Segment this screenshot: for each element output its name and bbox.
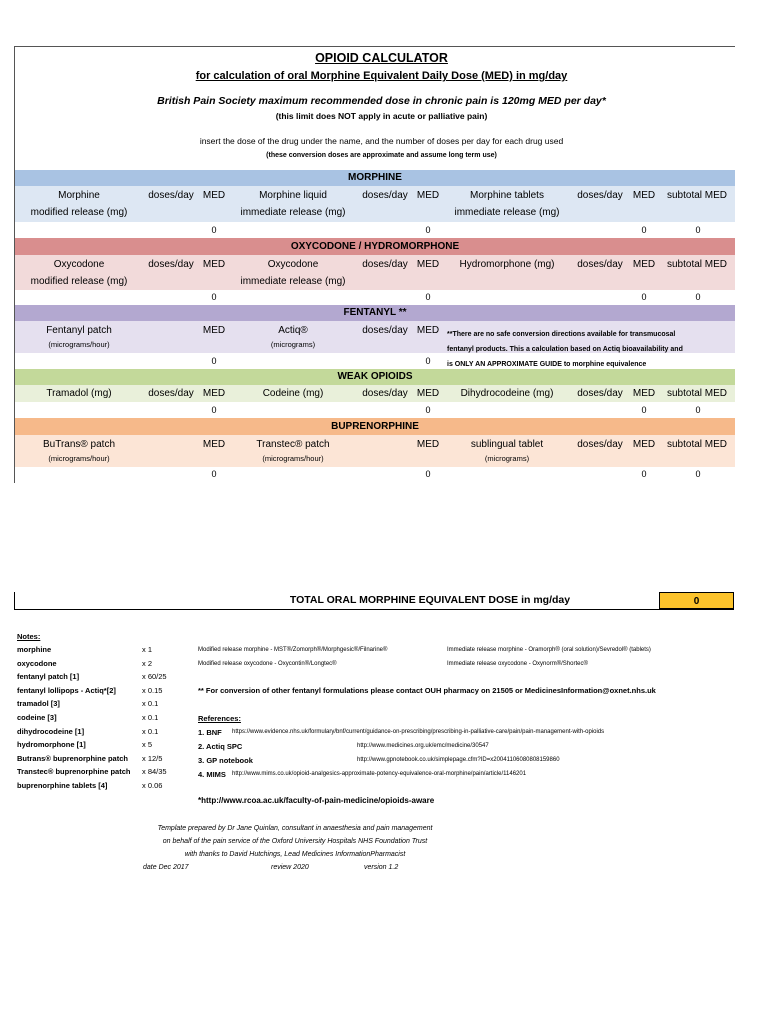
note-conversion-factor: x 5: [142, 740, 153, 750]
transtec-l1: Transtec® patch: [256, 439, 330, 450]
dihydrocodeine-label: Dihydrocodeine (mg): [460, 388, 554, 399]
col-subtotal: subtotal MED: [666, 388, 728, 399]
butrans-label: [15, 436, 143, 465]
total-left-border: [14, 592, 15, 610]
brand-morphine-ir: Immediate release morphine - Oramorph® (oral solution)/Sevredol® (tablets): [447, 647, 651, 653]
ref-gp-label: 3. GP notebook: [198, 756, 253, 765]
butrans-l2: (micrograms/hour): [48, 454, 110, 463]
col-doses: doses/day: [148, 259, 194, 270]
morphine-liquid-l1: Morphine liquid: [259, 190, 327, 201]
morphine-mr-label: [15, 187, 143, 221]
oxycodone-mr-med[interactable]: 0: [211, 292, 217, 302]
col-doses: doses/day: [148, 190, 194, 201]
col-med: MED: [416, 388, 440, 399]
ref-mims-url[interactable]: http://www.mims.co.uk/opioid-analgesics-approximate-potency-equivalence-oral-morphine/pain/article/1146201: [232, 771, 527, 777]
fentanyl-patch-med[interactable]: 0: [211, 356, 217, 366]
col-med: MED: [416, 259, 440, 270]
actiq-l2: (micrograms): [270, 340, 316, 349]
transtec-label: [229, 436, 357, 465]
fentanyl-warning: [447, 327, 683, 372]
col-subtotal: subtotal MED: [666, 259, 728, 270]
note-conversion-factor: x 0.1: [142, 713, 159, 722]
actiq-med[interactable]: 0: [425, 356, 431, 366]
col-med: MED: [202, 439, 226, 450]
fentanyl-warning-l2: fentanyl products. This a calculation based on Actiq bioavailability and: [447, 346, 683, 353]
oxycodone-ir-l1: Oxycodone: [267, 259, 319, 270]
codeine-med[interactable]: 0: [425, 405, 431, 415]
bps-recommendation: British Pain Society maximum recommended dose in chronic pain is 120mg MED per day*: [157, 95, 606, 107]
footer-review: review 2020: [271, 864, 309, 871]
total-label: TOTAL ORAL MORPHINE EQUIVALENT DOSE in mg/day: [289, 594, 571, 606]
morphine-mr-l2: modified release (mg): [30, 207, 128, 218]
fentanyl-patch-l1: Fentanyl patch: [46, 325, 112, 336]
limit-note: (this limit does NOT apply in acute or palliative pain): [275, 111, 488, 121]
fentanyl-patch-label: [15, 322, 143, 351]
transtec-l2: (micrograms/hour): [262, 454, 324, 463]
brand-morphine-mr: Modified release morphine - MST®/Zomorph®/Morphgesic®/Filnarine®: [198, 647, 388, 653]
note-conversion-factor: x 12/5: [142, 753, 163, 763]
sublingual-label: [443, 436, 571, 465]
note-conversion-factor: x 0.1: [142, 699, 159, 709]
tramadol-med[interactable]: 0: [211, 405, 217, 415]
footer-version: version 1.2: [364, 864, 399, 871]
col-med: MED: [416, 325, 440, 336]
ref-gp-url[interactable]: http://www.gpnotebook.co.uk/simplepage.cfm?ID=x20041106080808159860: [357, 757, 560, 763]
weak-subtotal: 0: [695, 405, 701, 415]
col-subtotal: subtotal MED: [666, 190, 728, 201]
ref-actiq-label: 2. Actiq SPC: [198, 742, 243, 751]
fentanyl-warning-l1: **There are no safe conversion directions available for transmucosal: [447, 331, 676, 338]
total-value: 0: [659, 592, 734, 609]
morphine-liquid-label: [229, 187, 357, 221]
note-conversion-factor: x 0.1: [142, 726, 159, 736]
col-doses: doses/day: [577, 439, 623, 450]
approximation-note: (these conversion doses are approximate and assume long term use): [266, 152, 497, 159]
morphine-tablets-l1: Morphine tablets: [470, 190, 544, 201]
col-med: MED: [632, 190, 656, 201]
fentanyl-patch-l2: (micrograms/hour): [48, 340, 110, 349]
brand-oxycodone-ir: Immediate release oxycodone - Oxynorm®/Shortec®: [447, 661, 588, 667]
col-med: MED: [632, 439, 656, 450]
hydromorphone-label: Hydromorphone (mg): [459, 259, 555, 270]
oxycodone-mr-label: [15, 256, 143, 290]
oxycodone-mr-l2: modified release (mg): [30, 276, 128, 287]
morphine-mr-med[interactable]: 0: [211, 225, 217, 235]
footer-line-3: with thanks to David Hutchings, Lead Medicines InformationPharmacist: [184, 851, 406, 858]
dihydrocodeine-med[interactable]: 0: [641, 405, 647, 415]
hydromorphone-med[interactable]: 0: [641, 292, 647, 302]
morphine-tablets-med[interactable]: 0: [641, 225, 647, 235]
note-drug-name: tramadol [3]: [17, 699, 60, 709]
ref-bnf-url[interactable]: https://www.evidence.nhs.uk/formulary/bnf/current/guidance-on-prescribing/prescribing-in-palliative-care/pain/pain-management-with-opioids: [232, 729, 605, 735]
col-med: MED: [202, 388, 226, 399]
col-med: MED: [632, 388, 656, 399]
col-doses: doses/day: [362, 325, 408, 336]
sublingual-l1: sublingual tablet: [470, 439, 544, 450]
note-conversion-factor: x 60/25: [142, 672, 167, 682]
references-heading: References:: [198, 714, 241, 723]
ref-mims-label: 4. MIMS: [198, 770, 226, 779]
rcoa-link[interactable]: *http://www.rcoa.ac.uk/faculty-of-pain-medicine/opioids-aware: [198, 796, 435, 805]
buprenorphine-band: BUPRENORPHINE: [15, 418, 735, 435]
codeine-label: Codeine (mg): [262, 388, 324, 399]
page-title: OPIOID CALCULATOR: [315, 51, 448, 65]
morphine-liquid-med[interactable]: 0: [425, 225, 431, 235]
butrans-l1: BuTrans® patch: [42, 439, 116, 450]
oxycodone-subtotal: 0: [695, 292, 701, 302]
sublingual-med[interactable]: 0: [641, 469, 647, 479]
note-drug-name: oxycodone: [17, 658, 57, 668]
col-med: MED: [632, 259, 656, 270]
col-doses: doses/day: [577, 388, 623, 399]
col-doses: doses/day: [362, 190, 408, 201]
fentanyl-contact-note: ** For conversion of other fentanyl formulations please contact OUH pharmacy on 21505 or MedicinesInformation@oxnet.nhs.uk: [198, 686, 656, 695]
oxycodone-ir-med[interactable]: 0: [425, 292, 431, 302]
sublingual-l2: (micrograms): [484, 454, 530, 463]
fentanyl-band: FENTANYL **: [15, 305, 735, 321]
col-med: MED: [202, 259, 226, 270]
total-underline: [14, 609, 734, 610]
actiq-label: [229, 322, 357, 351]
col-subtotal: subtotal MED: [666, 439, 728, 450]
col-doses: doses/day: [362, 259, 408, 270]
note-drug-name: fentanyl lollipops - Actiq*[2]: [17, 685, 116, 695]
transtec-med[interactable]: 0: [425, 469, 431, 479]
bup-subtotal: 0: [695, 469, 701, 479]
col-med: MED: [416, 439, 440, 450]
morphine-liquid-l2: immediate release (mg): [240, 207, 346, 218]
col-med: MED: [202, 325, 226, 336]
note-drug-name: morphine: [17, 645, 52, 654]
footer-date: date Dec 2017: [143, 864, 189, 871]
note-drug-name: dihydrocodeine [1]: [17, 726, 85, 736]
actiq-l1: Actiq®: [278, 325, 308, 336]
morphine-subtotal: 0: [695, 225, 701, 235]
morphine-mr-l1: Morphine: [58, 190, 100, 201]
morphine-tablets-l2: immediate release (mg): [454, 207, 560, 218]
page-subtitle: for calculation of oral Morphine Equivalent Daily Dose (MED) in mg/day: [195, 70, 568, 82]
note-drug-name: fentanyl patch [1]: [17, 672, 80, 682]
note-drug-name: buprenorphine tablets [4]: [17, 781, 108, 790]
col-doses: doses/day: [148, 388, 194, 399]
butrans-med[interactable]: 0: [211, 469, 217, 479]
ref-bnf-label: 1. BNF: [198, 728, 222, 737]
footer-line-1: Template prepared by Dr Jane Quinlan, consultant in anaesthesia and pain management: [157, 825, 433, 832]
note-conversion-factor: x 1: [142, 645, 153, 654]
brand-oxycodone-mr: Modified release oxycodone - Oxycontin®/Longtec®: [198, 661, 337, 667]
oxycodone-ir-l2: immediate release (mg): [240, 276, 346, 287]
col-doses: doses/day: [577, 259, 623, 270]
note-drug-name: Transtec® buprenorphine patch: [17, 767, 131, 777]
note-drug-name: Butrans® buprenorphine patch: [17, 753, 128, 763]
footer-line-2: on behalf of the pain service of the Oxford University Hospitals NHS Foundation Trust: [162, 838, 428, 845]
note-drug-name: hydromorphone [1]: [17, 740, 86, 750]
instruction-text: insert the dose of the drug under the name, and the number of doses per day for each drug used: [199, 136, 564, 146]
morphine-tablets-label: [443, 187, 571, 221]
note-drug-name: codeine [3]: [17, 713, 57, 722]
oxycodone-ir-label: [229, 256, 357, 290]
note-conversion-factor: x 0.15: [142, 685, 163, 695]
col-med: MED: [202, 190, 226, 201]
ref-actiq-url[interactable]: http://www.medicines.org.uk/emc/medicine/30547: [357, 743, 489, 749]
col-doses: doses/day: [362, 388, 408, 399]
fentanyl-warning-l3: is ONLY AN APPROXIMATE GUIDE to morphine equivalence: [447, 361, 647, 368]
notes-heading: Notes:: [17, 632, 41, 641]
oxycodone-mr-l1: Oxycodone: [53, 259, 105, 270]
col-med: MED: [416, 190, 440, 201]
note-conversion-factor: x 2: [142, 658, 153, 668]
oxycodone-band: OXYCODONE / HYDROMORPHONE: [15, 238, 735, 255]
tramadol-label: Tramadol (mg): [46, 388, 112, 399]
col-doses: doses/day: [577, 190, 623, 201]
note-conversion-factor: x 84/35: [142, 767, 167, 777]
note-conversion-factor: x 0.06: [142, 781, 163, 790]
morphine-band: MORPHINE: [15, 170, 735, 186]
weak-opioids-band: WEAK OPIOIDS: [15, 369, 735, 385]
